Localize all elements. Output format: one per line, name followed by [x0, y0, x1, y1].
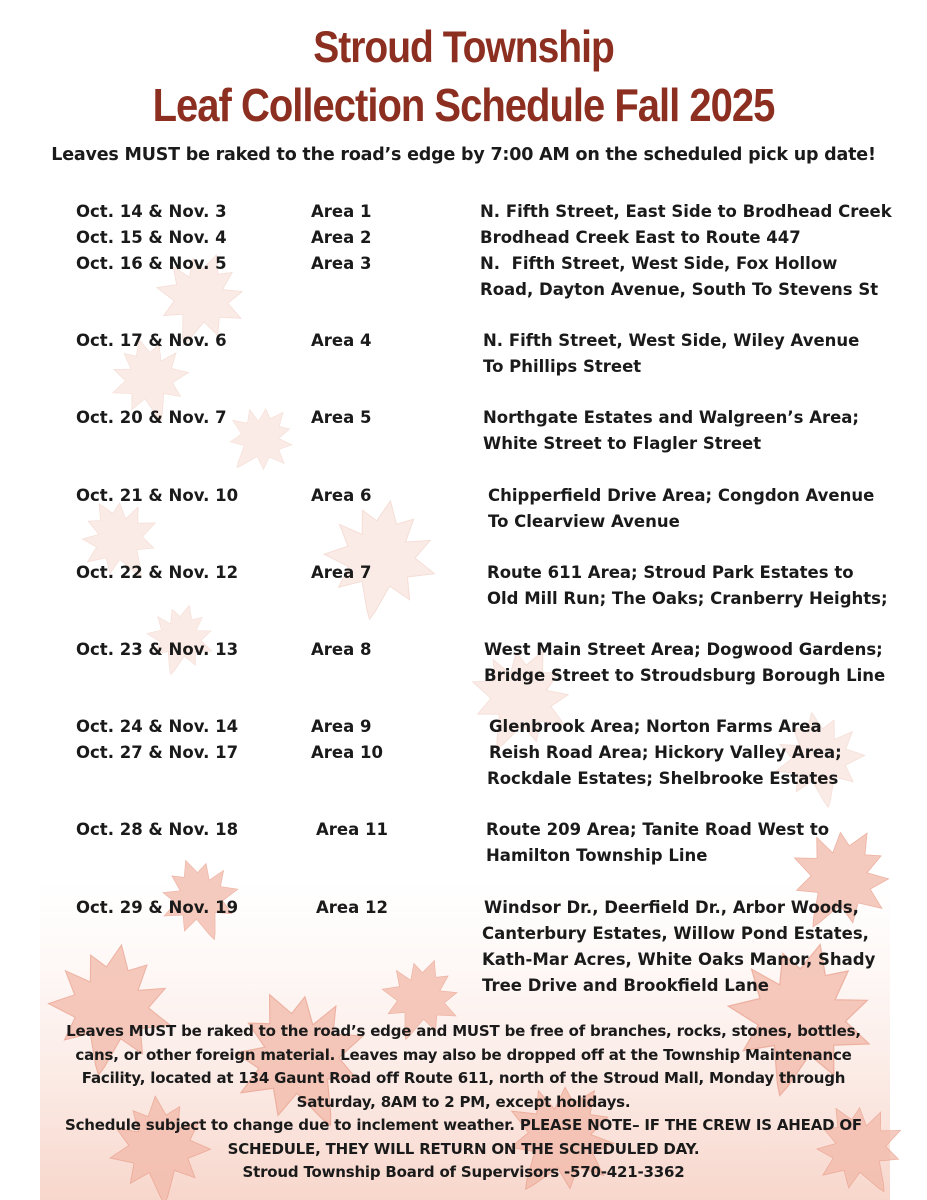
area-label: Area 5: [311, 408, 372, 427]
area-label: Area 11: [316, 820, 388, 839]
pickup-dates: Oct. 24 & Nov. 14: [76, 717, 239, 736]
route-line: West Main Street Area; Dogwood Gardens;: [484, 640, 883, 659]
route-line: Bridge Street to Stroudsburg Borough Line: [484, 666, 886, 685]
pickup-dates: Oct. 22 & Nov. 12: [76, 563, 239, 582]
route-line: N. Fifth Street, East Side to Brodhead Creek: [480, 202, 892, 221]
route-line: Road, Dayton Avenue, South To Stevens St: [480, 280, 879, 299]
contact-line: Stroud Township Board of Supervisors -570-421-3362: [242, 1163, 685, 1181]
pickup-dates: Oct. 15 & Nov. 4: [76, 228, 227, 247]
footer-line: cans, or other foreign material. Leaves may also be dropped off at the Township Maintenance: [75, 1045, 852, 1064]
pickup-dates: Oct. 16 & Nov. 5: [76, 254, 227, 273]
route-line: Glenbrook Area; Norton Farms Area: [489, 717, 822, 736]
area-label: Area 9: [311, 717, 372, 736]
pickup-dates: Oct. 29 & Nov. 19: [76, 898, 239, 917]
route-line: Reish Road Area; Hickory Valley Area;: [489, 743, 842, 762]
area-route: [486, 817, 906, 869]
area-route: [484, 637, 904, 689]
route-line: N. Fifth Street, West Side, Wiley Avenue: [483, 331, 860, 350]
route-line: Brodhead Creek East to Route 447: [480, 228, 801, 247]
route-line: N. Fifth Street, West Side, Fox Hollow: [480, 254, 838, 273]
area-route: [480, 225, 900, 251]
area-route: [489, 740, 909, 792]
area-route: [489, 714, 909, 740]
raking-notice: Leaves MUST be raked to the road’s edge by 7:00 AM on the scheduled pick up date!: [51, 145, 876, 165]
footer-line: Schedule subject to change due to inclement weather. PLEASE NOTE– IF THE CREW IS AHEAD OF: [65, 1116, 862, 1134]
pickup-dates: Oct. 21 & Nov. 10: [76, 486, 239, 505]
area-route: [480, 199, 900, 225]
pickup-dates: Oct. 27 & Nov. 17: [76, 743, 239, 762]
pickup-dates: Oct. 14 & Nov. 3: [76, 202, 227, 221]
area-route: [483, 405, 903, 457]
footer-line: Facility, located at 134 Gaunt Road off Route 611, north of the Stroud Mall, Monday through: [81, 1069, 846, 1087]
area-route: [483, 328, 903, 380]
route-line: Hamilton Township Line: [486, 846, 708, 865]
area-label: Area 1: [311, 202, 372, 221]
area-route: [488, 483, 908, 535]
route-line: Tree Drive and Brookfield Lane: [482, 976, 769, 995]
area-route: [484, 895, 904, 999]
route-line: Northgate Estates and Walgreen’s Area;: [483, 408, 860, 427]
footer-notes: [40, 1020, 887, 1185]
route-line: Kath-Mar Acres, White Oaks Manor, Shady: [482, 950, 876, 969]
page-title: Stroud Township: [313, 22, 614, 73]
area-label: Area 6: [311, 486, 372, 505]
route-line: Windsor Dr., Deerfield Dr., Arbor Woods,: [484, 898, 859, 917]
area-label: Area 2: [311, 228, 372, 247]
footer-line: Leaves MUST be raked to the road’s edge and MUST be free of branches, rocks, stones, bottles,: [66, 1022, 861, 1040]
route-line: To Phillips Street: [483, 357, 642, 376]
route-line: White Street to Flagler Street: [483, 434, 762, 453]
area-label: Area 7: [311, 563, 372, 582]
area-label: Area 3: [311, 254, 372, 273]
route-line: Route 611 Area; Stroud Park Estates to: [487, 563, 854, 582]
pickup-dates: Oct. 20 & Nov. 7: [76, 408, 227, 427]
area-route: [480, 251, 900, 303]
pickup-dates: Oct. 17 & Nov. 6: [76, 331, 227, 350]
route-line: Route 209 Area; Tanite Road West to: [486, 820, 830, 839]
area-route: [487, 560, 907, 612]
area-label: Area 10: [311, 743, 383, 762]
pickup-dates: Oct. 28 & Nov. 18: [76, 820, 239, 839]
footer-line: SCHEDULE, THEY WILL RETURN ON THE SCHEDULED DAY.: [227, 1139, 700, 1158]
pickup-dates: Oct. 23 & Nov. 13: [76, 640, 239, 659]
route-line: To Clearview Avenue: [488, 512, 680, 531]
area-label: Area 4: [311, 331, 372, 350]
area-label: Area 12: [316, 898, 388, 917]
route-line: Rockdale Estates; Shelbrooke Estates: [487, 769, 839, 788]
route-line: Old Mill Run; The Oaks; Cranberry Heights;: [487, 589, 888, 608]
page-subtitle: Leaf Collection Schedule Fall 2025: [152, 80, 775, 132]
footer-line: Saturday, 8AM to 2 PM, except holidays.: [296, 1092, 631, 1111]
route-line: Canterbury Estates, Willow Pond Estates,: [482, 924, 869, 943]
route-line: Chipperfield Drive Area; Congdon Avenue: [488, 486, 875, 505]
area-label: Area 8: [311, 640, 372, 659]
